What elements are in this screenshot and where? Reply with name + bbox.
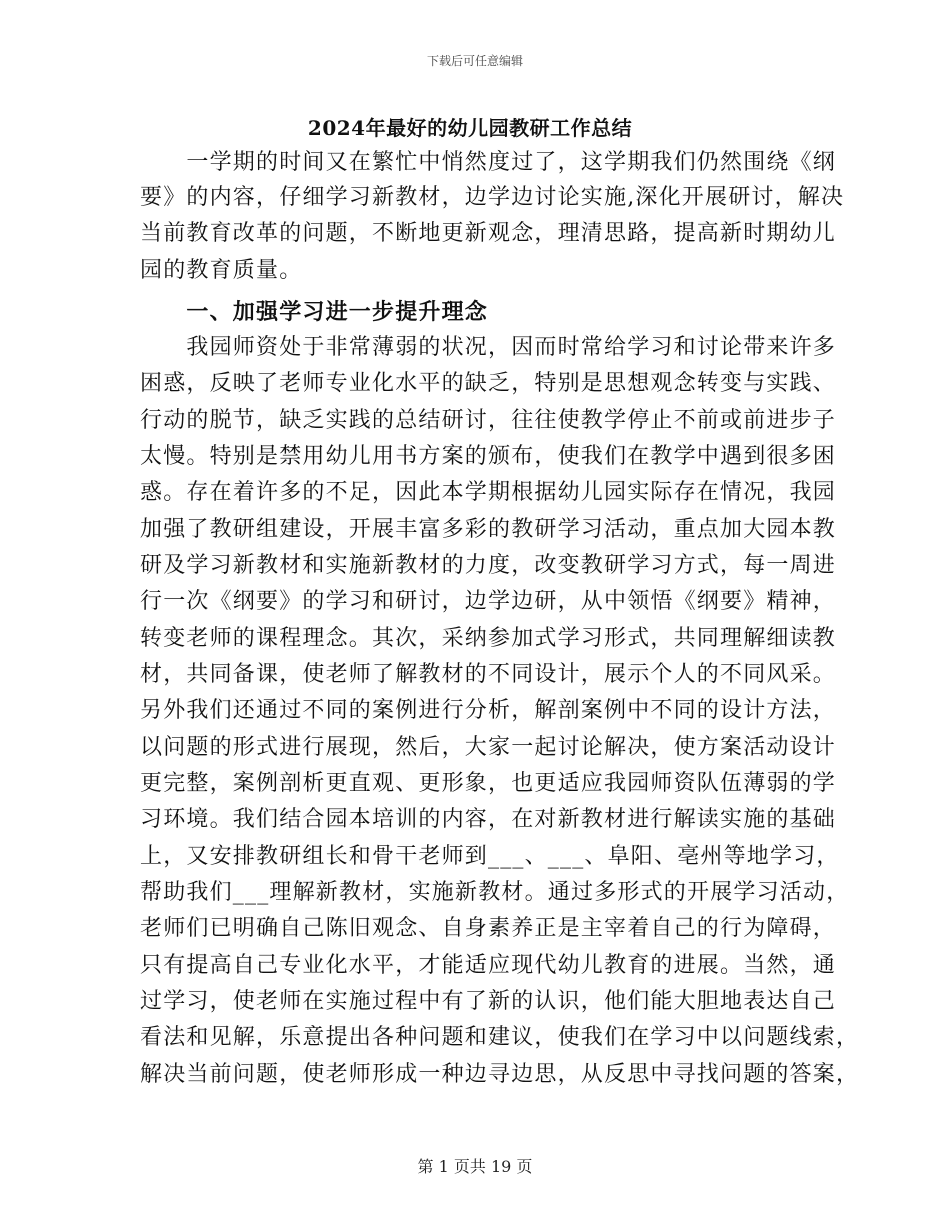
- paragraph-line: 材，共同备课，使老师了解教材的不同设计，展示个人的不同风采。: [140, 662, 837, 687]
- paragraph-line: 太慢。特别是禁用幼儿用书方案的颁布，使我们在教学中遇到很多困: [140, 444, 837, 469]
- paragraph-line: 上，又安排教研组长和骨干老师到___、___、阜阳、亳州等地学习，: [140, 844, 840, 869]
- paragraph-line: 惑。存在着许多的不足，因此本学期根据幼儿园实际存在情况，我园: [140, 480, 837, 505]
- paragraph-line: 另外我们还通过不同的案例进行分析，解剖案例中不同的设计方法，: [140, 698, 837, 723]
- paragraph-line: 行一次《纲要》的学习和研讨，边学边研，从中领悟《纲要》精神，: [140, 589, 837, 614]
- paragraph-line: 转变老师的课程理念。其次，采纳参加式学习形式，共同理解细读教: [140, 626, 837, 651]
- paragraph-line: 以问题的形式进行展现，然后，大家一起讨论解决，使方案活动设计: [140, 735, 837, 760]
- paragraph-line: 我园师资处于非常薄弱的状况，因而时常给学习和讨论带来许多: [140, 335, 837, 360]
- paragraph-line: 一学期的时间又在繁忙中悄然度过了，这学期我们仍然围绕《纲: [140, 150, 837, 175]
- paragraph-line: 更完整，案例剖析更直观、更形象，也更适应我园师资队伍薄弱的学: [140, 771, 837, 796]
- paragraph-line: 行动的脱节，缺乏实践的总结研讨，往往使教学停止不前或前进步子: [140, 408, 837, 433]
- paragraph-line: 习环境。我们结合园本培训的内容，在对新教材进行解读实施的基础: [140, 807, 837, 832]
- paragraph-line: 研及学习新教材和实施新教材的力度，改变教研学习方式，每一周进: [140, 553, 837, 578]
- paragraph-line: 解决当前问题，使老师形成一种边寻边思，从反思中寻找问题的答案，: [140, 1062, 860, 1087]
- paragraph-line: 困惑，反映了老师专业化水平的缺乏，特别是思想观念转变与实践、: [140, 371, 837, 396]
- page-footer: 第 1 页共 19 页: [417, 1157, 533, 1176]
- paragraph-line: 园的教育质量。: [140, 258, 303, 283]
- paragraph-line: 帮助我们___理解新教材，实施新教材。通过多形式的开展学习活动，: [140, 880, 850, 905]
- paragraph-line: 看法和见解，乐意提出各种问题和建议，使我们在学习中以问题线索，: [140, 1025, 860, 1050]
- document-title: 2024年最好的幼儿园教研工作总结: [307, 116, 633, 140]
- paragraph-line: 老师们已明确自己陈旧观念、自身素养正是主宰着自己的行为障碍，: [140, 916, 837, 941]
- paragraph-line: 当前教育改革的问题，不断地更新观念，理清思路，提高新时期幼儿: [140, 221, 837, 246]
- section-heading: 一、加强学习进一步提升理念: [140, 299, 489, 325]
- paragraph-line: 只有提高自己专业化水平，才能适应现代幼儿教育的进展。当然，通: [140, 953, 837, 978]
- paragraph-line: 加强了教研组建设，开展丰富多彩的教研学习活动，重点加大园本教: [140, 517, 837, 542]
- paragraph-line: 要》的内容，仔细学习新教材，边学边讨论实施,深化开展研讨，解决: [140, 185, 845, 210]
- paragraph-line: 过学习，使老师在实施过程中有了新的认识，他们能大胆地表达自己: [140, 989, 837, 1014]
- page-header: 下载后可任意编辑: [426, 54, 523, 68]
